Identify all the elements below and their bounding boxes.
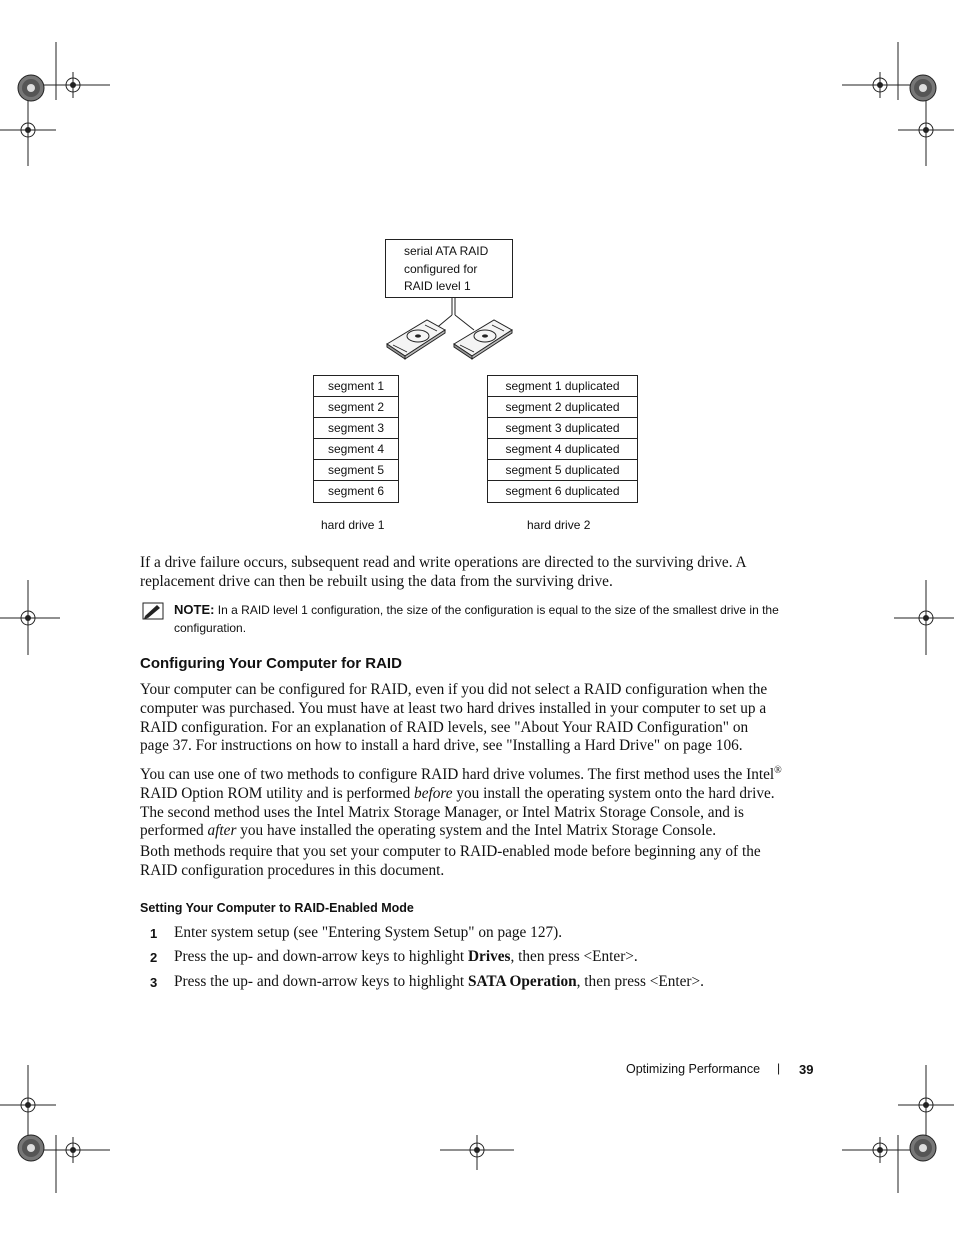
footer-section-title: Optimizing Performance bbox=[626, 1062, 761, 1076]
text-line: You can use one of two methods to configure RAID hard drive volumes. The first method uses the Intel® bbox=[140, 765, 782, 784]
step-text: Press the up- and down-arrow keys to highlight SATA Operation, then press <Enter>. bbox=[174, 973, 704, 990]
step-number: 1 bbox=[150, 926, 158, 941]
segment-cell: segment 1 bbox=[314, 376, 398, 397]
segment-cell: segment 6 bbox=[327, 484, 385, 498]
note-text: configuration. bbox=[174, 620, 247, 635]
segment-cell: segment 4 duplicated bbox=[488, 439, 637, 460]
text-line: Your computer can be configured for RAID, even if you did not select a RAID configuration when the bbox=[140, 681, 768, 698]
text-line: computer was purchased. You must have at least two hard drives installed in your computer to set up a bbox=[140, 699, 767, 717]
text-line: Both methods require that you set your computer to RAID-enabled mode before beginning any of the bbox=[140, 843, 761, 860]
text-line: If a drive failure occurs, subsequent read and write operations are directed to the surviving drive. A bbox=[140, 554, 747, 571]
raid-box-line: RAID level 1 bbox=[404, 279, 471, 293]
step-number: 2 bbox=[150, 950, 158, 965]
segment-cell: segment 1 duplicated bbox=[488, 376, 637, 397]
segment-cell: segment 3 duplicated bbox=[488, 418, 637, 439]
step-text: Press the up- and down-arrow keys to highlight Drives, then press <Enter>. bbox=[174, 948, 638, 965]
segment-cell: segment 5 bbox=[314, 460, 398, 481]
registered-mark: ® bbox=[774, 765, 782, 776]
hard-drive-icon bbox=[452, 318, 514, 360]
intro-paragraph bbox=[140, 554, 816, 592]
segment-cell: segment 4 bbox=[314, 439, 398, 460]
drive1-segment-table bbox=[313, 375, 399, 503]
segment-cell: segment 5 duplicated bbox=[488, 460, 637, 481]
note-text: In a RAID level 1 configuration, the size of the configuration is equal to the size of the smallest drive in the bbox=[217, 603, 779, 617]
segment-cell: segment 2 bbox=[314, 397, 398, 418]
step-text: Enter system setup (see "Entering System Setup" on page 127). bbox=[174, 924, 563, 941]
raid-box-line: configured for bbox=[404, 261, 478, 276]
segment-cell: segment 3 bbox=[314, 418, 398, 439]
drive2-segment-table bbox=[487, 375, 638, 503]
segment-cell: segment 6 duplicated bbox=[505, 484, 620, 498]
text-line: replacement drive can then be rebuilt using the data from the surviving drive. bbox=[140, 572, 613, 590]
text-line: RAID configuration procedures in this document. bbox=[140, 861, 445, 879]
footer-separator: | bbox=[777, 1061, 781, 1075]
paragraph-2 bbox=[140, 762, 816, 841]
note-block bbox=[174, 601, 816, 637]
note-pencil-icon bbox=[142, 601, 164, 621]
note-label: NOTE: bbox=[174, 602, 215, 617]
text-line: The second method uses the Intel Matrix Storage Manager, or Intel Matrix Storage Console, and is bbox=[140, 803, 744, 821]
text-line: RAID configuration. For an explanation of RAID levels, see "About Your RAID Configuration" on bbox=[140, 718, 749, 736]
drive2-label: hard drive 2 bbox=[527, 518, 591, 532]
drive1-label: hard drive 1 bbox=[321, 518, 385, 532]
hard-drive-icon bbox=[385, 318, 447, 360]
paragraph-3 bbox=[140, 843, 816, 881]
paragraph-1 bbox=[140, 681, 816, 756]
subsection-heading: Setting Your Computer to RAID-Enabled Mode bbox=[140, 901, 414, 915]
raid-box-line: serial ATA RAID bbox=[404, 244, 489, 258]
text-line: page 37. For instructions on how to install a hard drive, see "Installing a Hard Drive" on page 106. bbox=[140, 737, 743, 755]
text-line: RAID Option ROM utility and is performed before you install the operating system onto the hard drive. bbox=[140, 784, 775, 802]
step-number: 3 bbox=[150, 975, 158, 990]
section-heading: Configuring Your Computer for RAID bbox=[140, 655, 402, 672]
segment-cell: segment 2 duplicated bbox=[488, 397, 637, 418]
text-line: performed after you have installed the operating system and the Intel Matrix Storage Console. bbox=[140, 822, 717, 840]
page-number: 39 bbox=[799, 1062, 814, 1077]
